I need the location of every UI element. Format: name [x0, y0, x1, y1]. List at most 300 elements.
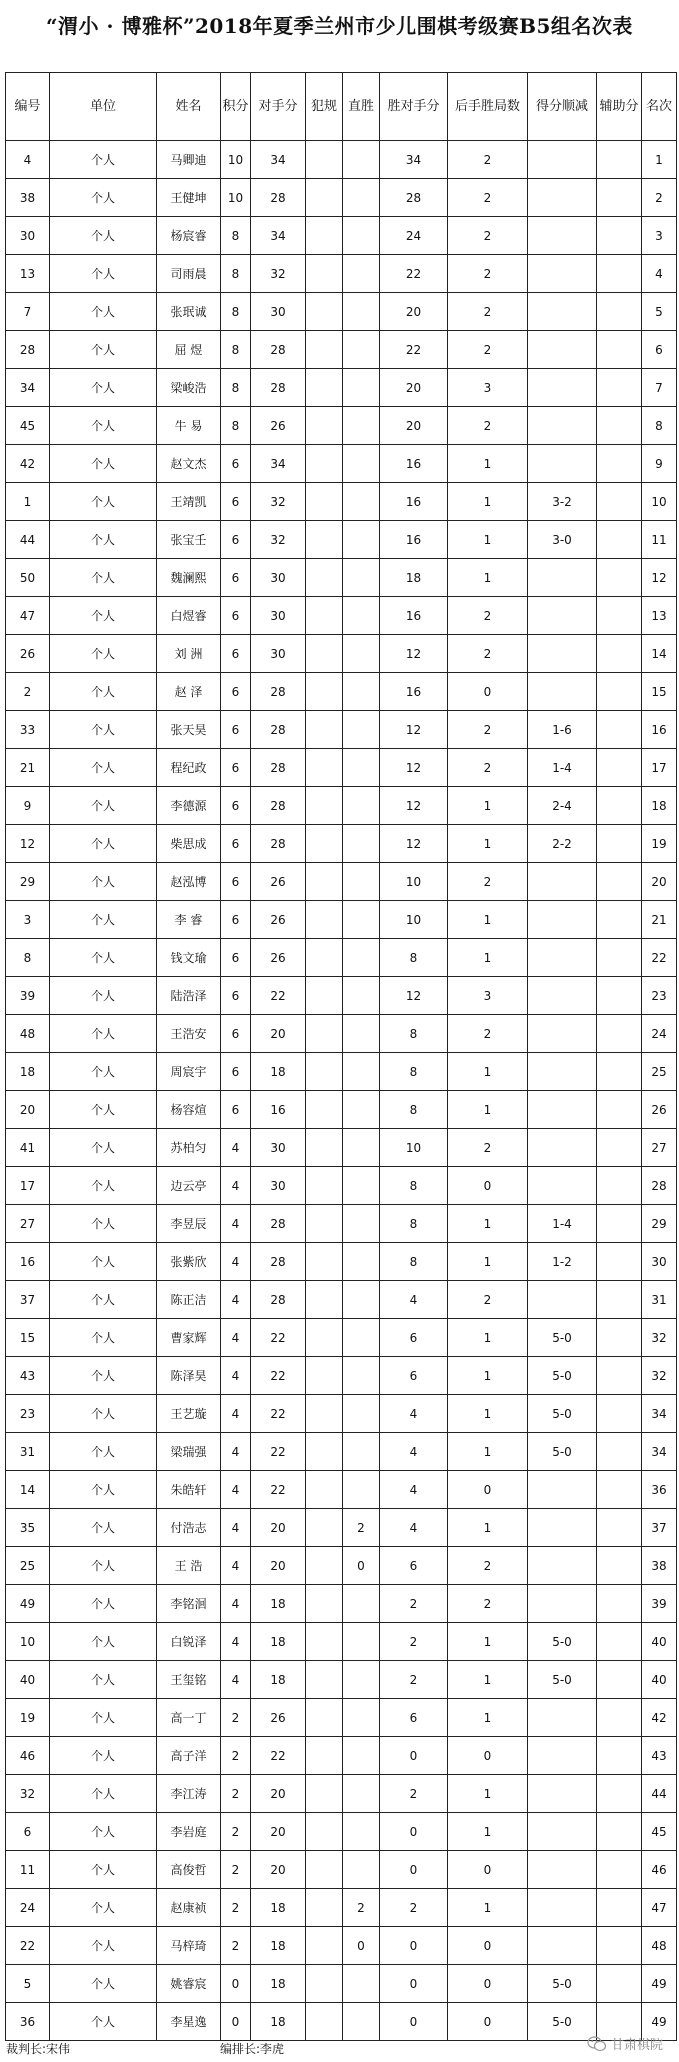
table-cell: 个人: [50, 1433, 157, 1471]
table-cell: 39: [642, 1585, 677, 1623]
table-row: [6, 1509, 677, 1547]
table-cell: [528, 559, 597, 597]
table-cell: 2: [380, 1661, 448, 1699]
table-cell: [597, 1471, 642, 1509]
table-cell: 12: [380, 749, 448, 787]
table-cell: 6: [221, 1091, 251, 1129]
table-cell: 21: [642, 901, 677, 939]
table-cell: 赵泓博: [157, 863, 221, 901]
table-cell: [306, 1927, 343, 1965]
table-row: [6, 1357, 677, 1395]
table-cell: 4: [221, 1547, 251, 1585]
table-cell: [597, 749, 642, 787]
table-cell: 12: [380, 825, 448, 863]
table-cell: [528, 407, 597, 445]
table-cell: 43: [6, 1357, 50, 1395]
table-cell: [343, 977, 380, 1015]
table-cell: [306, 1319, 343, 1357]
table-row: [6, 939, 677, 977]
table-cell: 个人: [50, 1015, 157, 1053]
table-cell: 个人: [50, 1395, 157, 1433]
table-cell: 31: [6, 1433, 50, 1471]
table-cell: [597, 483, 642, 521]
table-cell: 24: [642, 1015, 677, 1053]
table-cell: [528, 1053, 597, 1091]
table-cell: 0: [448, 1927, 528, 1965]
table-cell: 14: [6, 1471, 50, 1509]
table-cell: [597, 863, 642, 901]
table-cell: 37: [6, 1281, 50, 1319]
table-cell: 49: [6, 1585, 50, 1623]
table-cell: 个人: [50, 1889, 157, 1927]
table-cell: 个人: [50, 1357, 157, 1395]
table-cell: 6: [642, 331, 677, 369]
table-cell: [528, 1015, 597, 1053]
table-cell: [306, 863, 343, 901]
table-cell: 8: [221, 293, 251, 331]
table-cell: 5-0: [528, 1357, 597, 1395]
table-cell: [528, 1547, 597, 1585]
table-cell: [343, 1433, 380, 1471]
table-cell: [306, 1357, 343, 1395]
table-cell: 10: [380, 901, 448, 939]
table-cell: 41: [6, 1129, 50, 1167]
table-row: [6, 1053, 677, 1091]
table-cell: 个人: [50, 787, 157, 825]
table-cell: 8: [221, 331, 251, 369]
table-cell: 10: [380, 863, 448, 901]
footer: [0, 2038, 679, 2058]
table-cell: 30: [251, 293, 306, 331]
table-cell: [597, 1091, 642, 1129]
table-cell: 2: [448, 1129, 528, 1167]
table-cell: 6: [221, 673, 251, 711]
table-cell: [343, 673, 380, 711]
table-row: [6, 407, 677, 445]
table-cell: 0: [343, 1547, 380, 1585]
table-cell: [343, 1699, 380, 1737]
table-cell: 34: [251, 141, 306, 179]
table-cell: 3: [448, 977, 528, 1015]
table-cell: [528, 673, 597, 711]
table-cell: 45: [642, 1813, 677, 1851]
table-cell: [528, 293, 597, 331]
table-cell: [528, 1737, 597, 1775]
table-cell: 2-2: [528, 825, 597, 863]
table-cell: [343, 749, 380, 787]
referee-label: 裁判长:宋伟: [6, 2042, 71, 2056]
table-row: [6, 711, 677, 749]
table-cell: 22: [642, 939, 677, 977]
table-row: [6, 1091, 677, 1129]
table-cell: 4: [380, 1471, 448, 1509]
table-row: [6, 1699, 677, 1737]
table-cell: [306, 1623, 343, 1661]
table-cell: 4: [6, 141, 50, 179]
table-cell: 1: [448, 1889, 528, 1927]
table-cell: [306, 521, 343, 559]
table-row: [6, 1547, 677, 1585]
table-row: [6, 1889, 677, 1927]
table-cell: 程纪政: [157, 749, 221, 787]
table-cell: [597, 1889, 642, 1927]
table-cell: 2: [642, 179, 677, 217]
table-cell: 苏柏匀: [157, 1129, 221, 1167]
table-cell: [306, 711, 343, 749]
table-row: [6, 635, 677, 673]
table-cell: 3: [6, 901, 50, 939]
table-cell: 4: [221, 1319, 251, 1357]
table-cell: 刘 洲: [157, 635, 221, 673]
table-cell: 2: [380, 1585, 448, 1623]
table-cell: 个人: [50, 711, 157, 749]
table-cell: [597, 787, 642, 825]
table-row: [6, 863, 677, 901]
table-cell: [528, 1775, 597, 1813]
table-cell: 36: [6, 2003, 50, 2041]
wechat-icon: [587, 2036, 607, 2052]
table-cell: 个人: [50, 1091, 157, 1129]
table-cell: [528, 597, 597, 635]
table-cell: 22: [251, 1357, 306, 1395]
table-cell: [306, 369, 343, 407]
table-cell: 4: [221, 1509, 251, 1547]
table-cell: 18: [251, 1585, 306, 1623]
table-cell: [343, 293, 380, 331]
table-cell: 2: [448, 179, 528, 217]
table-cell: 6: [221, 559, 251, 597]
table-cell: [343, 939, 380, 977]
table-cell: 6: [221, 939, 251, 977]
table-cell: 1-4: [528, 749, 597, 787]
table-cell: 0: [448, 1471, 528, 1509]
table-cell: [343, 445, 380, 483]
table-cell: [597, 1357, 642, 1395]
table-cell: 梁峻浩: [157, 369, 221, 407]
table-cell: 28: [6, 331, 50, 369]
table-cell: [343, 255, 380, 293]
table-cell: 28: [251, 179, 306, 217]
table-cell: 0: [221, 2003, 251, 2041]
table-cell: [306, 787, 343, 825]
table-cell: 42: [6, 445, 50, 483]
table-cell: 42: [642, 1699, 677, 1737]
table-cell: 16: [6, 1243, 50, 1281]
table-cell: 李岩庭: [157, 1813, 221, 1851]
table-cell: [306, 293, 343, 331]
table-cell: 2: [448, 407, 528, 445]
table-cell: 28: [251, 711, 306, 749]
table-cell: 8: [380, 1091, 448, 1129]
table-cell: 钱文瑜: [157, 939, 221, 977]
table-cell: 18: [251, 1965, 306, 2003]
table-cell: 个人: [50, 825, 157, 863]
table-cell: [343, 521, 380, 559]
table-row: [6, 673, 677, 711]
table-cell: [343, 331, 380, 369]
table-cell: 李星逸: [157, 2003, 221, 2041]
table-row: [6, 369, 677, 407]
table-row: [6, 255, 677, 293]
table-cell: [597, 293, 642, 331]
table-cell: 38: [642, 1547, 677, 1585]
table-cell: [528, 977, 597, 1015]
table-cell: 6: [221, 825, 251, 863]
table-cell: [343, 1661, 380, 1699]
table-cell: [597, 1433, 642, 1471]
table-cell: [528, 1091, 597, 1129]
table-cell: 30: [251, 597, 306, 635]
table-row: [6, 331, 677, 369]
table-cell: 2: [448, 863, 528, 901]
table-cell: 34: [380, 141, 448, 179]
table-cell: 付浩志: [157, 1509, 221, 1547]
table-cell: 23: [6, 1395, 50, 1433]
table-cell: 19: [6, 1699, 50, 1737]
table-cell: [306, 179, 343, 217]
table-cell: 2: [221, 1927, 251, 1965]
table-cell: [343, 483, 380, 521]
table-cell: 28: [380, 179, 448, 217]
table-cell: 高子洋: [157, 1737, 221, 1775]
table-cell: 张紫欣: [157, 1243, 221, 1281]
table-cell: [343, 559, 380, 597]
table-cell: 17: [6, 1167, 50, 1205]
table-cell: 26: [6, 635, 50, 673]
table-cell: [343, 179, 380, 217]
table-cell: [306, 1395, 343, 1433]
table-cell: 47: [6, 597, 50, 635]
table-cell: [343, 787, 380, 825]
table-cell: 27: [642, 1129, 677, 1167]
table-cell: 29: [642, 1205, 677, 1243]
table-cell: 10: [6, 1623, 50, 1661]
table-cell: [343, 635, 380, 673]
table-cell: 个人: [50, 1737, 157, 1775]
table-cell: 46: [642, 1851, 677, 1889]
table-cell: [343, 1129, 380, 1167]
table-cell: 25: [6, 1547, 50, 1585]
table-row: [6, 1319, 677, 1357]
table-cell: 个人: [50, 1851, 157, 1889]
table-cell: 30: [251, 1167, 306, 1205]
table-cell: 1-4: [528, 1205, 597, 1243]
table-row: [6, 1395, 677, 1433]
table-cell: [306, 1243, 343, 1281]
header-cell: 编号: [6, 73, 50, 141]
table-cell: [306, 1281, 343, 1319]
table-cell: [597, 1813, 642, 1851]
table-cell: [528, 179, 597, 217]
table-header: [6, 73, 677, 141]
table-cell: 马卿迪: [157, 141, 221, 179]
table-cell: 王 浩: [157, 1547, 221, 1585]
table-cell: 18: [251, 2003, 306, 2041]
table-cell: 28: [251, 673, 306, 711]
table-cell: 5-0: [528, 2003, 597, 2041]
table-cell: [597, 255, 642, 293]
table-cell: 25: [642, 1053, 677, 1091]
table-cell: 0: [448, 1851, 528, 1889]
table-cell: 19: [642, 825, 677, 863]
table-cell: 20: [251, 1015, 306, 1053]
table-cell: 6: [221, 787, 251, 825]
table-cell: 个人: [50, 1623, 157, 1661]
table-cell: 个人: [50, 977, 157, 1015]
table-cell: [306, 141, 343, 179]
table-cell: 0: [221, 1965, 251, 2003]
table-cell: 1-6: [528, 711, 597, 749]
table-cell: 4: [221, 1585, 251, 1623]
table-row: [6, 1433, 677, 1471]
table-cell: 高俊哲: [157, 1851, 221, 1889]
table-cell: 26: [251, 1699, 306, 1737]
table-cell: 1: [6, 483, 50, 521]
table-cell: 22: [251, 1433, 306, 1471]
header-cell: 直胜: [343, 73, 380, 141]
table-cell: [306, 1091, 343, 1129]
table-cell: 4: [380, 1395, 448, 1433]
table-cell: 个人: [50, 559, 157, 597]
table-cell: [597, 369, 642, 407]
table-cell: 40: [6, 1661, 50, 1699]
table-cell: 4: [221, 1395, 251, 1433]
table-cell: 0: [448, 1167, 528, 1205]
table-cell: 13: [642, 597, 677, 635]
table-cell: [306, 901, 343, 939]
table-cell: 10: [380, 1129, 448, 1167]
table-cell: [597, 1585, 642, 1623]
table-cell: 屈 煜: [157, 331, 221, 369]
table-cell: 李铭洄: [157, 1585, 221, 1623]
table-cell: 2: [343, 1509, 380, 1547]
table-row: [6, 1129, 677, 1167]
table-cell: 王靖凯: [157, 483, 221, 521]
table-cell: 8: [380, 1015, 448, 1053]
table-cell: 0: [448, 1737, 528, 1775]
table-cell: 32: [251, 255, 306, 293]
table-cell: [597, 1547, 642, 1585]
table-cell: [528, 1129, 597, 1167]
table-cell: 28: [251, 825, 306, 863]
table-cell: [528, 1509, 597, 1547]
table-cell: 34: [642, 1395, 677, 1433]
table-cell: 30: [251, 559, 306, 597]
table-body: [6, 141, 677, 2041]
table-cell: 4: [221, 1623, 251, 1661]
table-cell: 朱皓轩: [157, 1471, 221, 1509]
table-cell: 6: [221, 635, 251, 673]
table-cell: 6: [380, 1319, 448, 1357]
table-cell: 27: [6, 1205, 50, 1243]
table-cell: 33: [6, 711, 50, 749]
table-cell: 4: [380, 1281, 448, 1319]
table-cell: [528, 635, 597, 673]
table-cell: 6: [221, 597, 251, 635]
table-cell: 40: [642, 1623, 677, 1661]
table-cell: 10: [642, 483, 677, 521]
table-cell: [597, 1053, 642, 1091]
table-cell: 个人: [50, 445, 157, 483]
table-cell: 26: [251, 407, 306, 445]
table-cell: 0: [380, 2003, 448, 2041]
table-cell: 8: [380, 1205, 448, 1243]
table-cell: [528, 1699, 597, 1737]
table-cell: [343, 1395, 380, 1433]
table-row: [6, 483, 677, 521]
table-row: [6, 445, 677, 483]
table-cell: 20: [251, 1851, 306, 1889]
table-cell: [306, 331, 343, 369]
table-cell: 6: [221, 749, 251, 787]
table-cell: 4: [221, 1281, 251, 1319]
table-cell: 个人: [50, 1699, 157, 1737]
table-cell: 魏澜熙: [157, 559, 221, 597]
table-cell: [343, 1471, 380, 1509]
table-cell: 8: [6, 939, 50, 977]
table-cell: 15: [6, 1319, 50, 1357]
table-cell: [597, 901, 642, 939]
table-cell: 28: [251, 369, 306, 407]
table-cell: [343, 369, 380, 407]
table-cell: [528, 141, 597, 179]
table-cell: [306, 1053, 343, 1091]
table-cell: 赵文杰: [157, 445, 221, 483]
table-cell: [306, 255, 343, 293]
table-cell: 32: [642, 1319, 677, 1357]
table-cell: 个人: [50, 1927, 157, 1965]
table-cell: 2-4: [528, 787, 597, 825]
table-cell: 4: [642, 255, 677, 293]
table-cell: 16: [642, 711, 677, 749]
table-cell: 个人: [50, 635, 157, 673]
table-cell: 18: [380, 559, 448, 597]
table-row: [6, 1965, 677, 2003]
table-cell: 白煜睿: [157, 597, 221, 635]
table-cell: 32: [251, 483, 306, 521]
table-cell: 28: [642, 1167, 677, 1205]
table-row: [6, 521, 677, 559]
table-cell: [306, 1661, 343, 1699]
table-cell: 26: [251, 863, 306, 901]
header-cell: 犯规: [306, 73, 343, 141]
table-cell: 1: [448, 1433, 528, 1471]
table-cell: 35: [6, 1509, 50, 1547]
table-cell: 34: [251, 217, 306, 255]
table-cell: 2: [448, 217, 528, 255]
table-cell: 杨宸睿: [157, 217, 221, 255]
table-cell: [343, 1015, 380, 1053]
table-cell: [343, 217, 380, 255]
table-cell: [597, 673, 642, 711]
table-row: [6, 1775, 677, 1813]
table-cell: [597, 1851, 642, 1889]
table-cell: 29: [6, 863, 50, 901]
table-cell: 22: [380, 331, 448, 369]
table-row: [6, 1851, 677, 1889]
table-cell: 1: [448, 1243, 528, 1281]
table-cell: 个人: [50, 1547, 157, 1585]
table-cell: 2: [6, 673, 50, 711]
table-cell: 7: [642, 369, 677, 407]
table-cell: 6: [6, 1813, 50, 1851]
table-cell: [597, 407, 642, 445]
table-cell: 6: [221, 521, 251, 559]
table-cell: [597, 711, 642, 749]
table-cell: 28: [251, 1243, 306, 1281]
table-cell: [528, 1889, 597, 1927]
table-cell: 陆浩泽: [157, 977, 221, 1015]
